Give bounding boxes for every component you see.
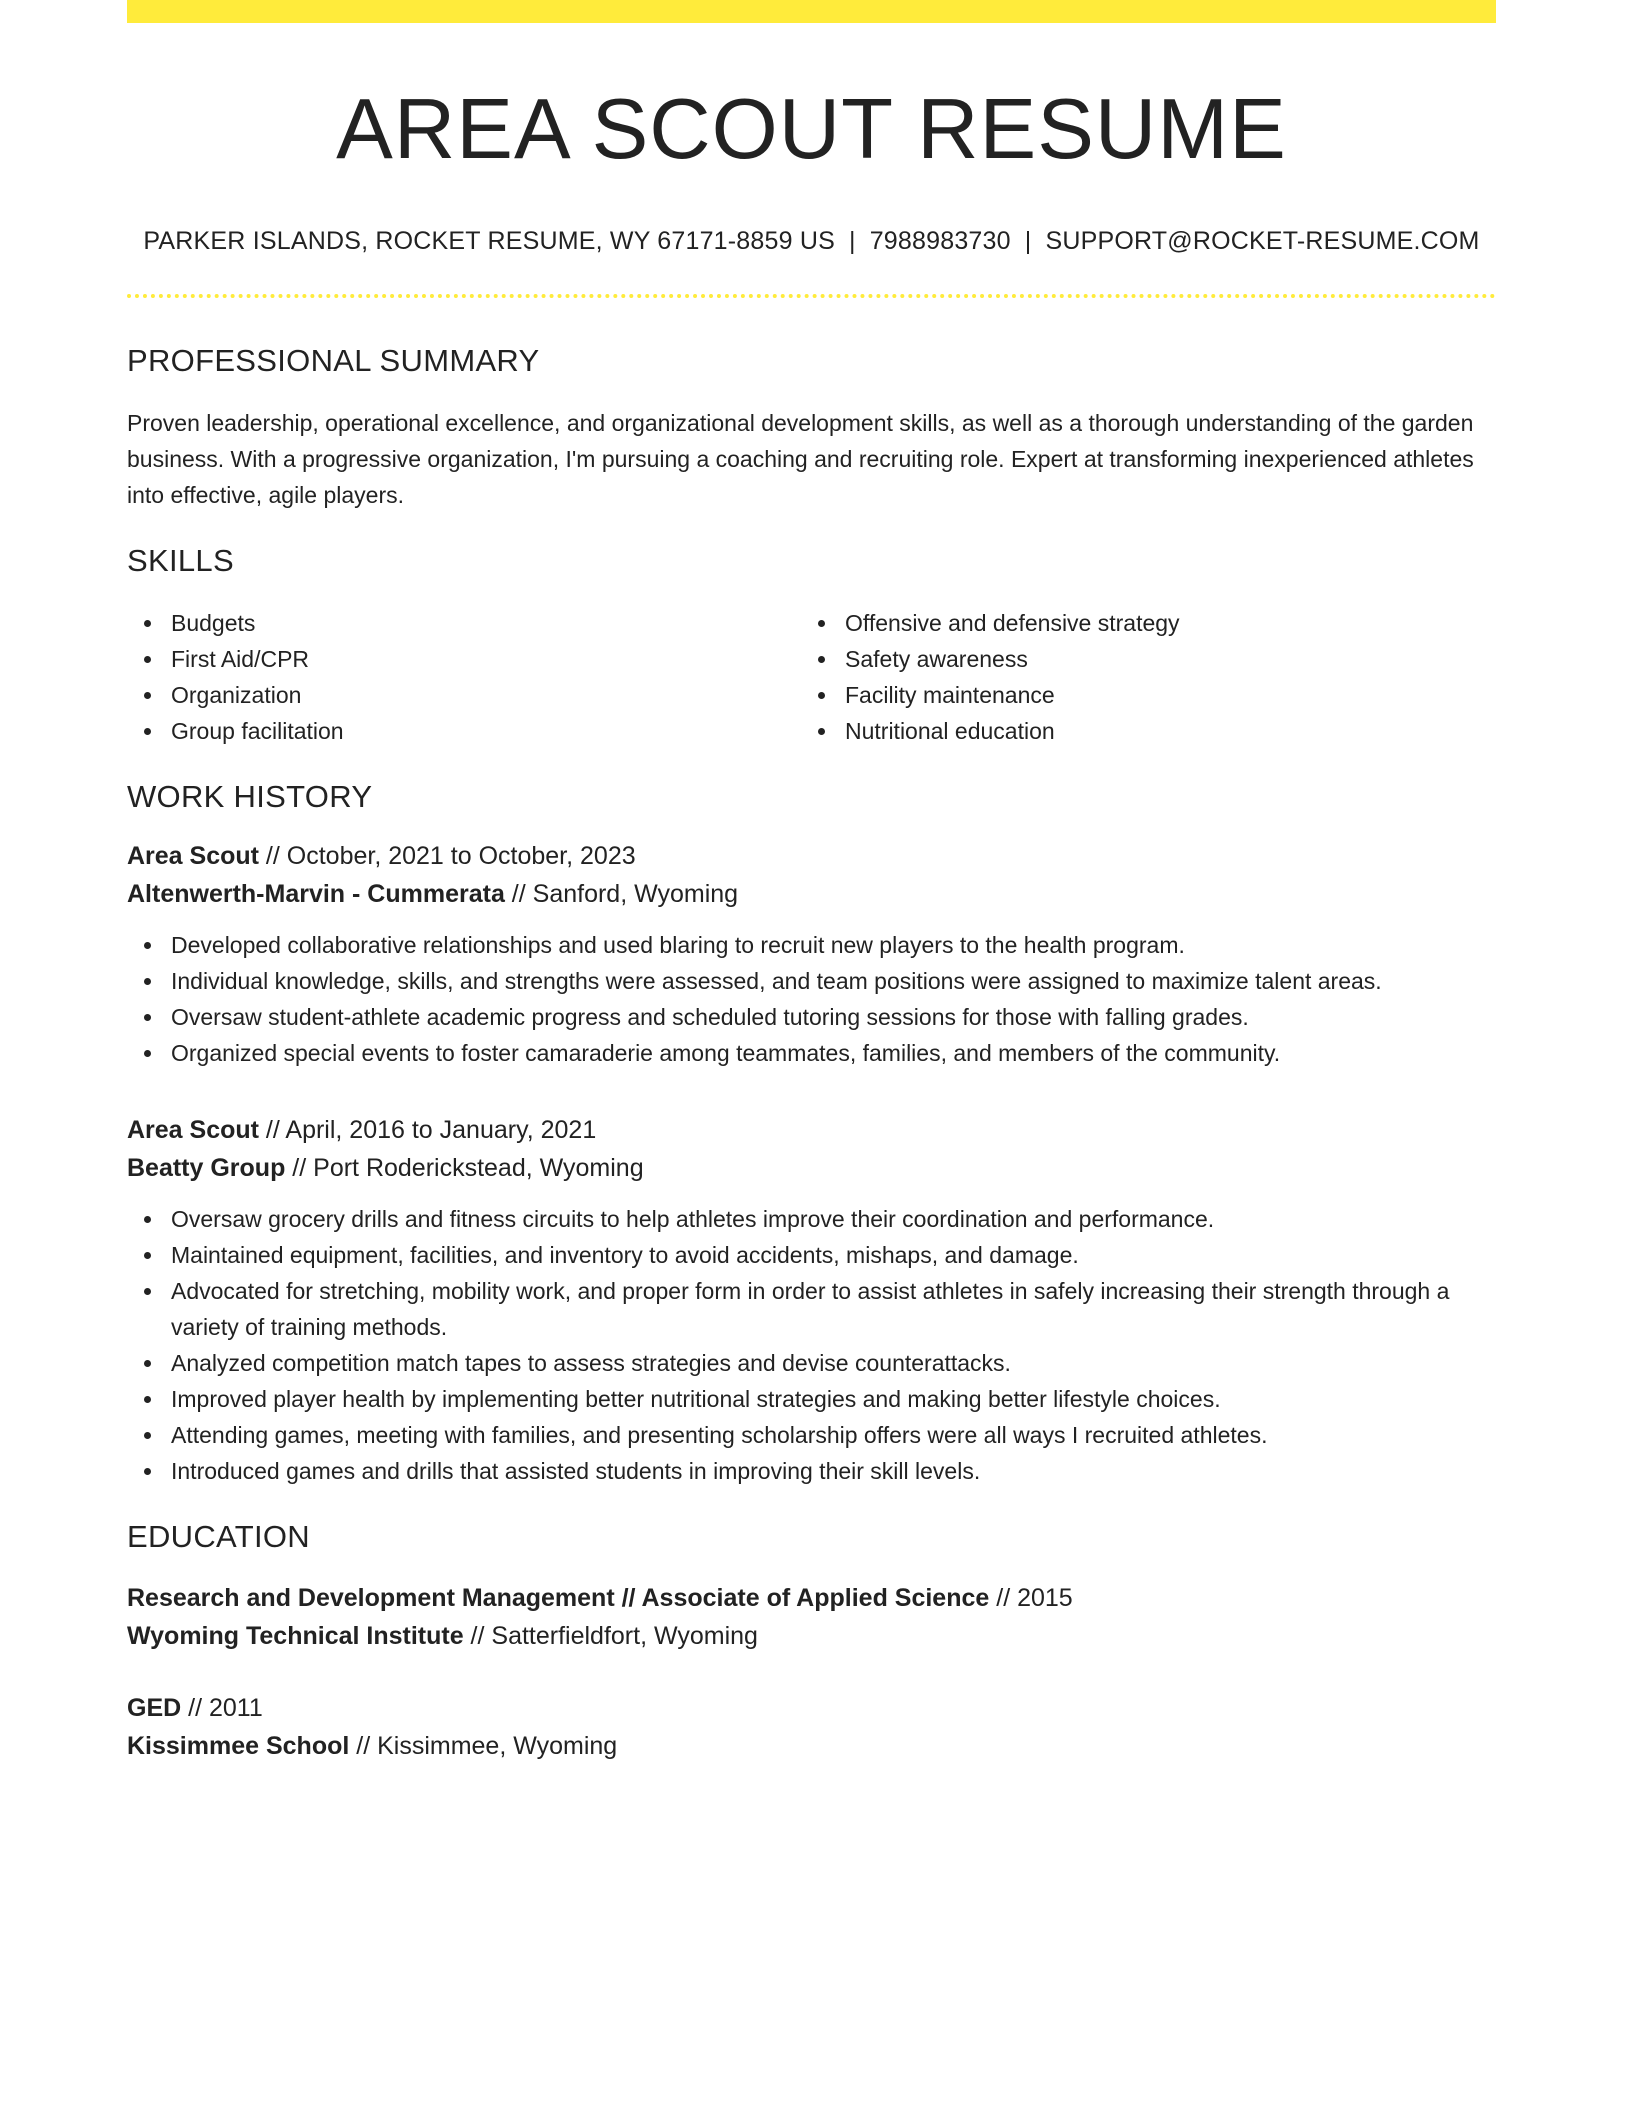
- resume-title: AREA SCOUT RESUME: [336, 82, 1287, 177]
- education-location: // Satterfieldfort, Wyoming: [463, 1621, 758, 1650]
- education-degree-line: [127, 1689, 1496, 1727]
- job-company: Beatty Group: [127, 1153, 286, 1182]
- education-school-line: [127, 1727, 1496, 1765]
- education-degree: Research and Development Management // Associate of Applied Science: [127, 1583, 990, 1612]
- job-bullets: [127, 1201, 1496, 1489]
- education-degree-line: [127, 1579, 1496, 1617]
- education-school: Kissimmee School: [127, 1731, 350, 1760]
- work-history-heading: WORK HISTORY: [127, 778, 373, 814]
- job-role-line: [127, 1111, 1496, 1149]
- contact-phone: 7988983730: [869, 226, 1011, 255]
- skill-item: First Aid/CPR: [127, 641, 801, 677]
- education-year: // 2015: [989, 1583, 1073, 1612]
- skill-item: Offensive and defensive strategy: [801, 605, 1180, 641]
- skills-list: [127, 605, 1496, 749]
- skills-column-right: [801, 605, 1180, 749]
- summary-text: Proven leadership, operational excellence, and organizational development skills, as well as a thorough understanding of the garden business. With a progressive organization, I'm pursuing a coaching and recruiting role. Expert at transforming inexperienced athletes into effective, agile players.: [127, 409, 1474, 508]
- job-role: Area Scout: [127, 841, 259, 870]
- skill-item: Budgets: [127, 605, 801, 641]
- job-bullet: Advocated for stretching, mobility work, and proper form in order to assist athletes in safely increasing their strength through a variety of training methods.: [127, 1273, 1496, 1345]
- skill-item: Facility maintenance: [801, 677, 1180, 713]
- education-location: // Kissimmee, Wyoming: [349, 1731, 618, 1760]
- job-entry: [127, 1111, 1496, 1489]
- contact-line: [127, 227, 1496, 256]
- contact-separator: |: [849, 226, 856, 255]
- job-bullet: Maintained equipment, facilities, and inventory to avoid accidents, mishaps, and damage.: [127, 1237, 1496, 1273]
- job-bullet: Analyzed competition match tapes to assess strategies and devise counterattacks.: [127, 1345, 1496, 1381]
- job-bullet: Organized special events to foster camaraderie among teammates, families, and members of the community.: [127, 1035, 1496, 1071]
- contact-address: PARKER ISLANDS, ROCKET RESUME, WY 67171-8859 US: [143, 226, 835, 255]
- job-dates: // October, 2021 to October, 2023: [258, 841, 636, 870]
- contact-separator: |: [1024, 226, 1032, 255]
- skill-item: Group facilitation: [127, 713, 801, 749]
- top-accent-bar: [127, 0, 1496, 23]
- skill-item: Organization: [127, 677, 801, 713]
- skill-item: Safety awareness: [801, 641, 1180, 677]
- job-company-line: [127, 1149, 1496, 1187]
- job-bullet: Attending games, meeting with families, and presenting scholarship offers were all ways I recruited athletes.: [127, 1417, 1496, 1453]
- job-location: // Port Roderickstead, Wyoming: [285, 1153, 644, 1182]
- job-role: Area Scout: [127, 1115, 259, 1144]
- education-year: // 2011: [181, 1693, 263, 1722]
- job-bullet: Oversaw grocery drills and fitness circuits to help athletes improve their coordination and performance.: [127, 1201, 1496, 1237]
- education-school-line: [127, 1617, 1496, 1655]
- dotted-divider: [127, 294, 1496, 298]
- education-entry: [127, 1579, 1496, 1655]
- contact-email: SUPPORT@ROCKET-RESUME.COM: [1045, 226, 1480, 255]
- job-bullet: Developed collaborative relationships and used blaring to recruit new players to the health program.: [127, 927, 1496, 963]
- job-bullet: Oversaw student-athlete academic progress and scheduled tutoring sessions for those with falling grades.: [127, 999, 1496, 1035]
- job-entry: [127, 837, 1496, 1071]
- job-bullet: Improved player health by implementing better nutritional strategies and making better lifestyle choices.: [127, 1381, 1496, 1417]
- education-school: Wyoming Technical Institute: [127, 1621, 464, 1650]
- education-entry: [127, 1689, 1496, 1765]
- job-location: // Sanford, Wyoming: [504, 879, 739, 908]
- job-dates: // April, 2016 to January, 2021: [258, 1115, 597, 1144]
- skill-item: Nutritional education: [801, 713, 1180, 749]
- job-bullet: Introduced games and drills that assisted students in improving their skill levels.: [127, 1453, 1496, 1489]
- job-bullets: [127, 927, 1496, 1071]
- education-heading: EDUCATION: [127, 1518, 310, 1554]
- summary-heading: PROFESSIONAL SUMMARY: [127, 342, 540, 378]
- skills-column-left: [127, 605, 801, 749]
- resume-page: [127, 0, 1496, 1765]
- education-degree: GED: [127, 1693, 182, 1722]
- skills-heading: SKILLS: [127, 542, 234, 578]
- job-company: Altenwerth-Marvin - Cummerata: [127, 879, 505, 908]
- job-company-line: [127, 875, 1496, 913]
- job-bullet: Individual knowledge, skills, and strengths were assessed, and team positions were assigned to maximize talent areas.: [127, 963, 1496, 999]
- job-role-line: [127, 837, 1496, 875]
